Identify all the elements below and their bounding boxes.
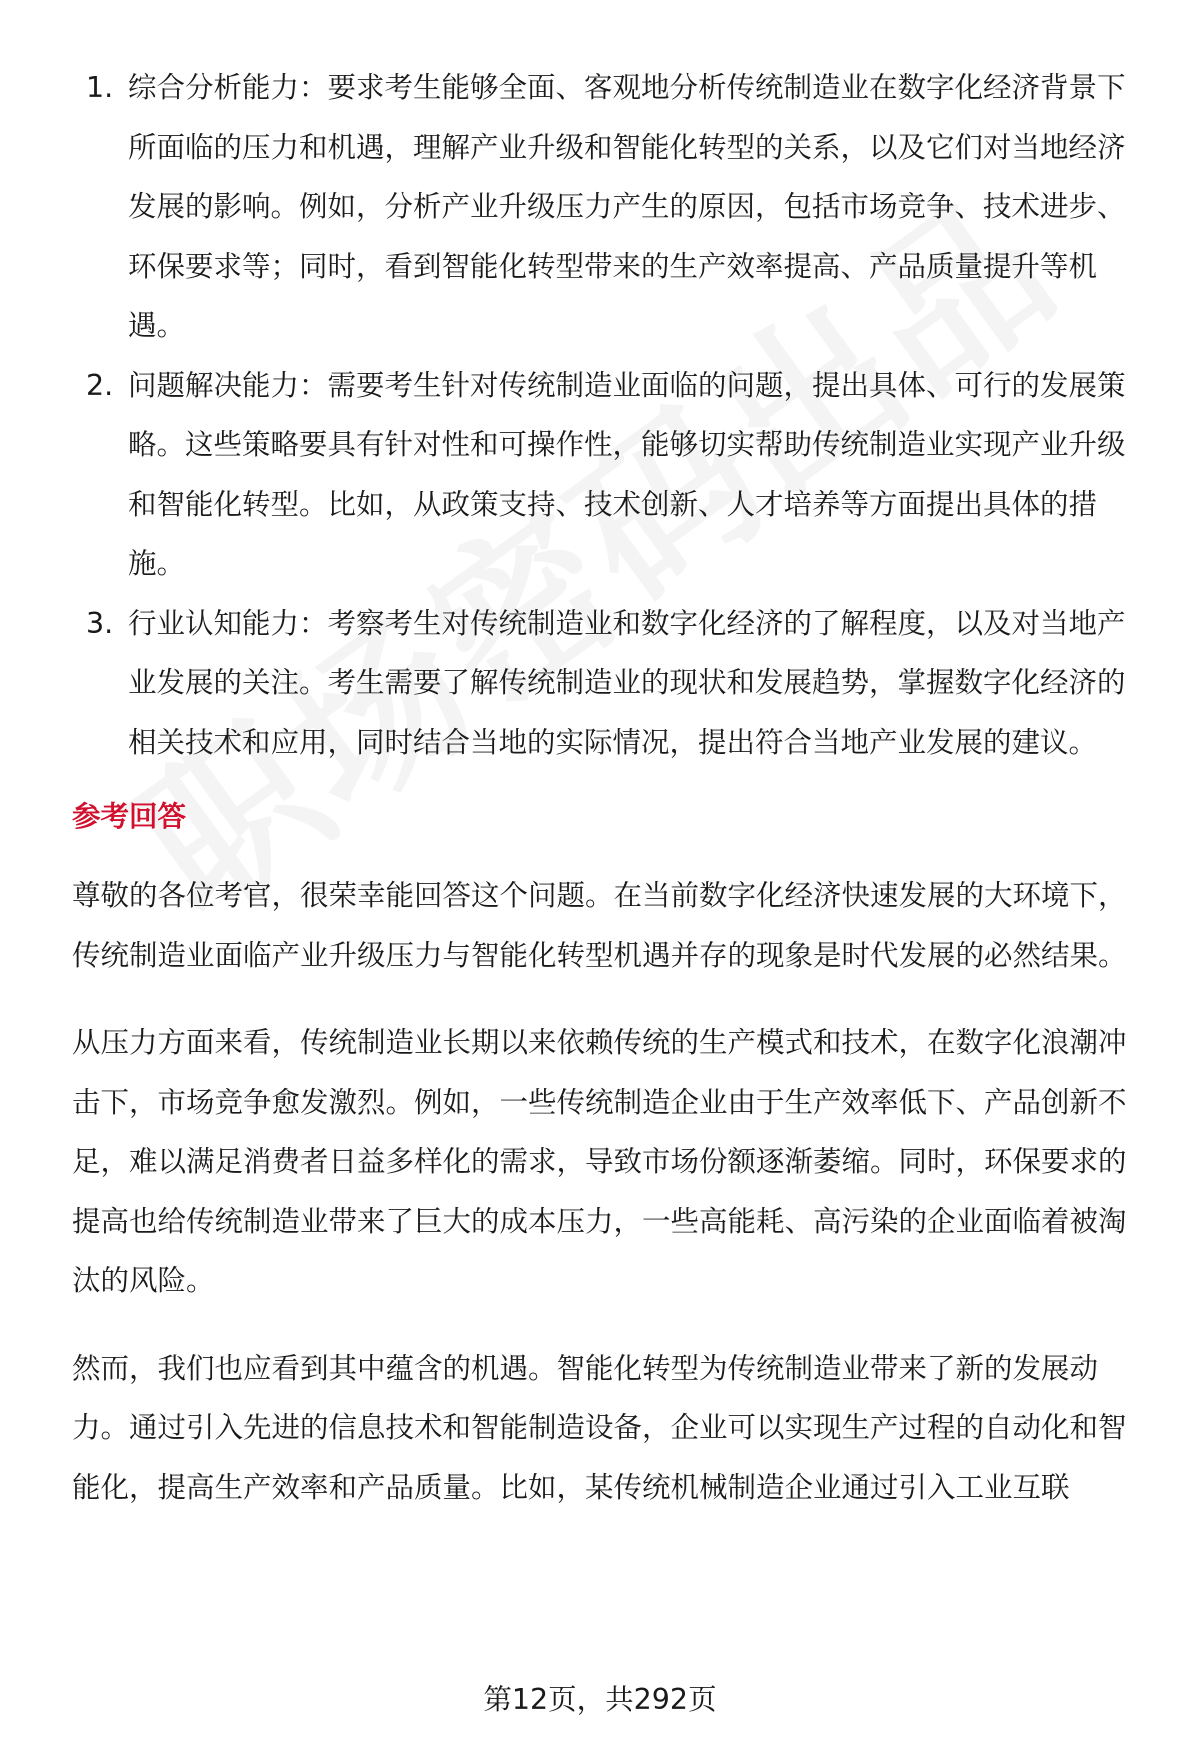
list-item-text: 行业认知能力：考察考生对传统制造业和数字化经济的了解程度，以及对当地产业发展的关注。考生需要了解传统制造业的现状和发展趋势，掌握数字化经济的相关技术和应用，同时结合当地的实际情况，提出符合当地产业发展的建议。 [128, 606, 1126, 759]
page-content [72, 58, 1148, 1545]
list-number: 3. [86, 606, 114, 640]
page-number: 第12页，共292页 [483, 1683, 717, 1716]
list-number: 1. [86, 71, 114, 104]
requirements-list [72, 58, 1148, 772]
answer-paragraph: 从压力方面来看，传统制造业长期以来依赖传统的生产模式和技术，在数字化浪潮冲击下，市场竞争愈发激烈。例如，一些传统制造企业由于生产效率低下、产品创新不足，难以满足消费者日益多样化的需求，导致市场份额逐渐萎缩。同时，环保要求的提高也给传统制造业带来了巨大的成本压力，一些高能耗、高污染的企业面临着被淘汰的风险。 [72, 1026, 1127, 1297]
list-number: 2. [86, 368, 114, 402]
list-item [72, 58, 1148, 356]
answer-paragraph: 尊敬的各位考官，很荣幸能回答这个问题。在当前数字化经济快速发展的大环境下，传统制造业面临产业升级压力与智能化转型机遇并存的现象是时代发展的必然结果。 [72, 879, 1127, 972]
list-item [72, 594, 1148, 773]
list-item-text: 综合分析能力：要求考生能够全面、客观地分析传统制造业在数字化经济背景下所面临的压力和机遇，理解产业升级和智能化转型的关系，以及它们对当地经济发展的影响。例如，分析产业升级压力产生的原因，包括市场竞争、技术进步、环保要求等；同时，看到智能化转型带来的生产效率提高、产品质量提升等机遇。 [128, 71, 1126, 342]
list-item [72, 356, 1148, 594]
list-item-text: 问题解决能力：需要考生针对传统制造业面临的问题，提出具体、可行的发展策略。这些策略要具有针对性和可操作性，能够切实帮助传统制造业实现产业升级和智能化转型。比如，从政策支持、技术创新、人才培养等方面提出具体的措施。 [128, 368, 1126, 580]
section-heading: 参考回答 [72, 800, 187, 833]
answer-paragraph: 然而，我们也应看到其中蕴含的机遇。智能化转型为传统制造业带来了新的发展动力。通过引入先进的信息技术和智能制造设备，企业可以实现生产过程的自动化和智能化，提高生产效率和产品质量。比如，某传统机械制造企业通过引入工业互联 [72, 1351, 1127, 1504]
